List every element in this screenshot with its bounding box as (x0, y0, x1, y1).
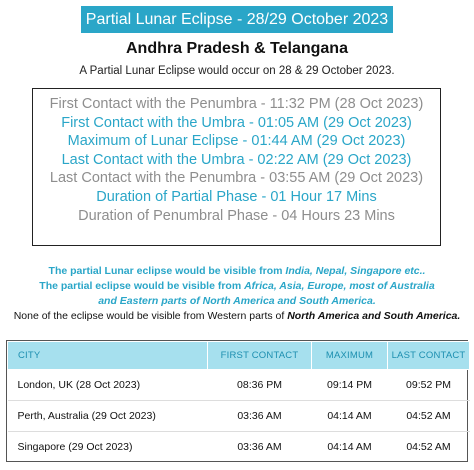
cell-maximum: 04:14 AM (312, 432, 388, 463)
region-title: Andhra Pradesh & Telangana (126, 40, 348, 57)
eclipse-intro-text: A Partial Lunar Eclipse would occur on 28 & 29 October 2023. (79, 65, 395, 77)
column-header-maximum: MAXIMUM (312, 342, 388, 370)
visibility-prefix: The partial Lunar eclipse would be visible from (48, 265, 286, 277)
cell-first-contact: 03:36 AM (208, 401, 312, 432)
visibility-prefix: The partial eclipse would be visible from (39, 280, 245, 292)
timeline-item: First Contact with the Penumbra - 11:32 PM (28 Oct 2023) (49, 96, 424, 112)
table-header-row (8, 342, 470, 370)
table-row (8, 401, 470, 432)
city-timings-table (6, 340, 468, 462)
visibility-places: North America and South America. (287, 310, 461, 322)
column-header-last-contact: LAST CONTACT (388, 342, 470, 370)
cell-maximum: 04:14 AM (312, 401, 388, 432)
table-row (8, 370, 470, 401)
visibility-prefix: None of the eclipse would be visible from Western parts of (13, 310, 288, 322)
visibility-line (0, 264, 474, 279)
cell-first-contact: 08:36 PM (208, 370, 312, 401)
timeline-item: Last Contact with the Umbra - 02:22 AM (29 Oct 2023) (61, 151, 412, 168)
cell-last-contact: 09:52 PM (388, 370, 470, 401)
cell-last-contact: 04:52 AM (388, 401, 470, 432)
column-header-first-contact: FIRST CONTACT (208, 342, 312, 370)
timeline-item: Last Contact with the Penumbra - 03:55 AM (29 Oct 2023) (49, 170, 424, 187)
visibility-places: India, Nepal, Singapore etc.. (285, 265, 426, 277)
cell-first-contact: 03:36 AM (208, 432, 312, 463)
eclipse-timeline-box (32, 88, 441, 246)
timeline-item: Duration of Partial Phase - 01 Hour 17 Mins (96, 188, 377, 205)
cell-city: Singapore (29 Oct 2023) (8, 432, 208, 463)
eclipse-banner: Partial Lunar Eclipse - 28/29 October 2023 (81, 6, 393, 33)
timeline-item: First Contact with the Umbra - 01:05 AM (29 Oct 2023) (61, 114, 412, 131)
visibility-places: and Eastern parts of North America and South America. (98, 295, 376, 307)
visibility-line (0, 294, 474, 309)
visibility-line (0, 309, 474, 324)
timeline-item: Maximum of Lunar Eclipse - 01:44 AM (29 Oct 2023) (67, 133, 406, 150)
visibility-line (0, 279, 474, 294)
visibility-notes (0, 264, 474, 324)
cell-city: Perth, Australia (29 Oct 2023) (8, 401, 208, 432)
cell-city: London, UK (28 Oct 2023) (8, 370, 208, 401)
column-header-city: CITY (8, 342, 208, 370)
table-row (8, 432, 470, 463)
cell-last-contact: 04:52 AM (388, 432, 470, 463)
visibility-places: Africa, Asia, Europe, most of Australia (244, 280, 435, 292)
cell-maximum: 09:14 PM (312, 370, 388, 401)
timeline-item: Duration of Penumbral Phase - 04 Hours 23 Mins (78, 207, 395, 224)
